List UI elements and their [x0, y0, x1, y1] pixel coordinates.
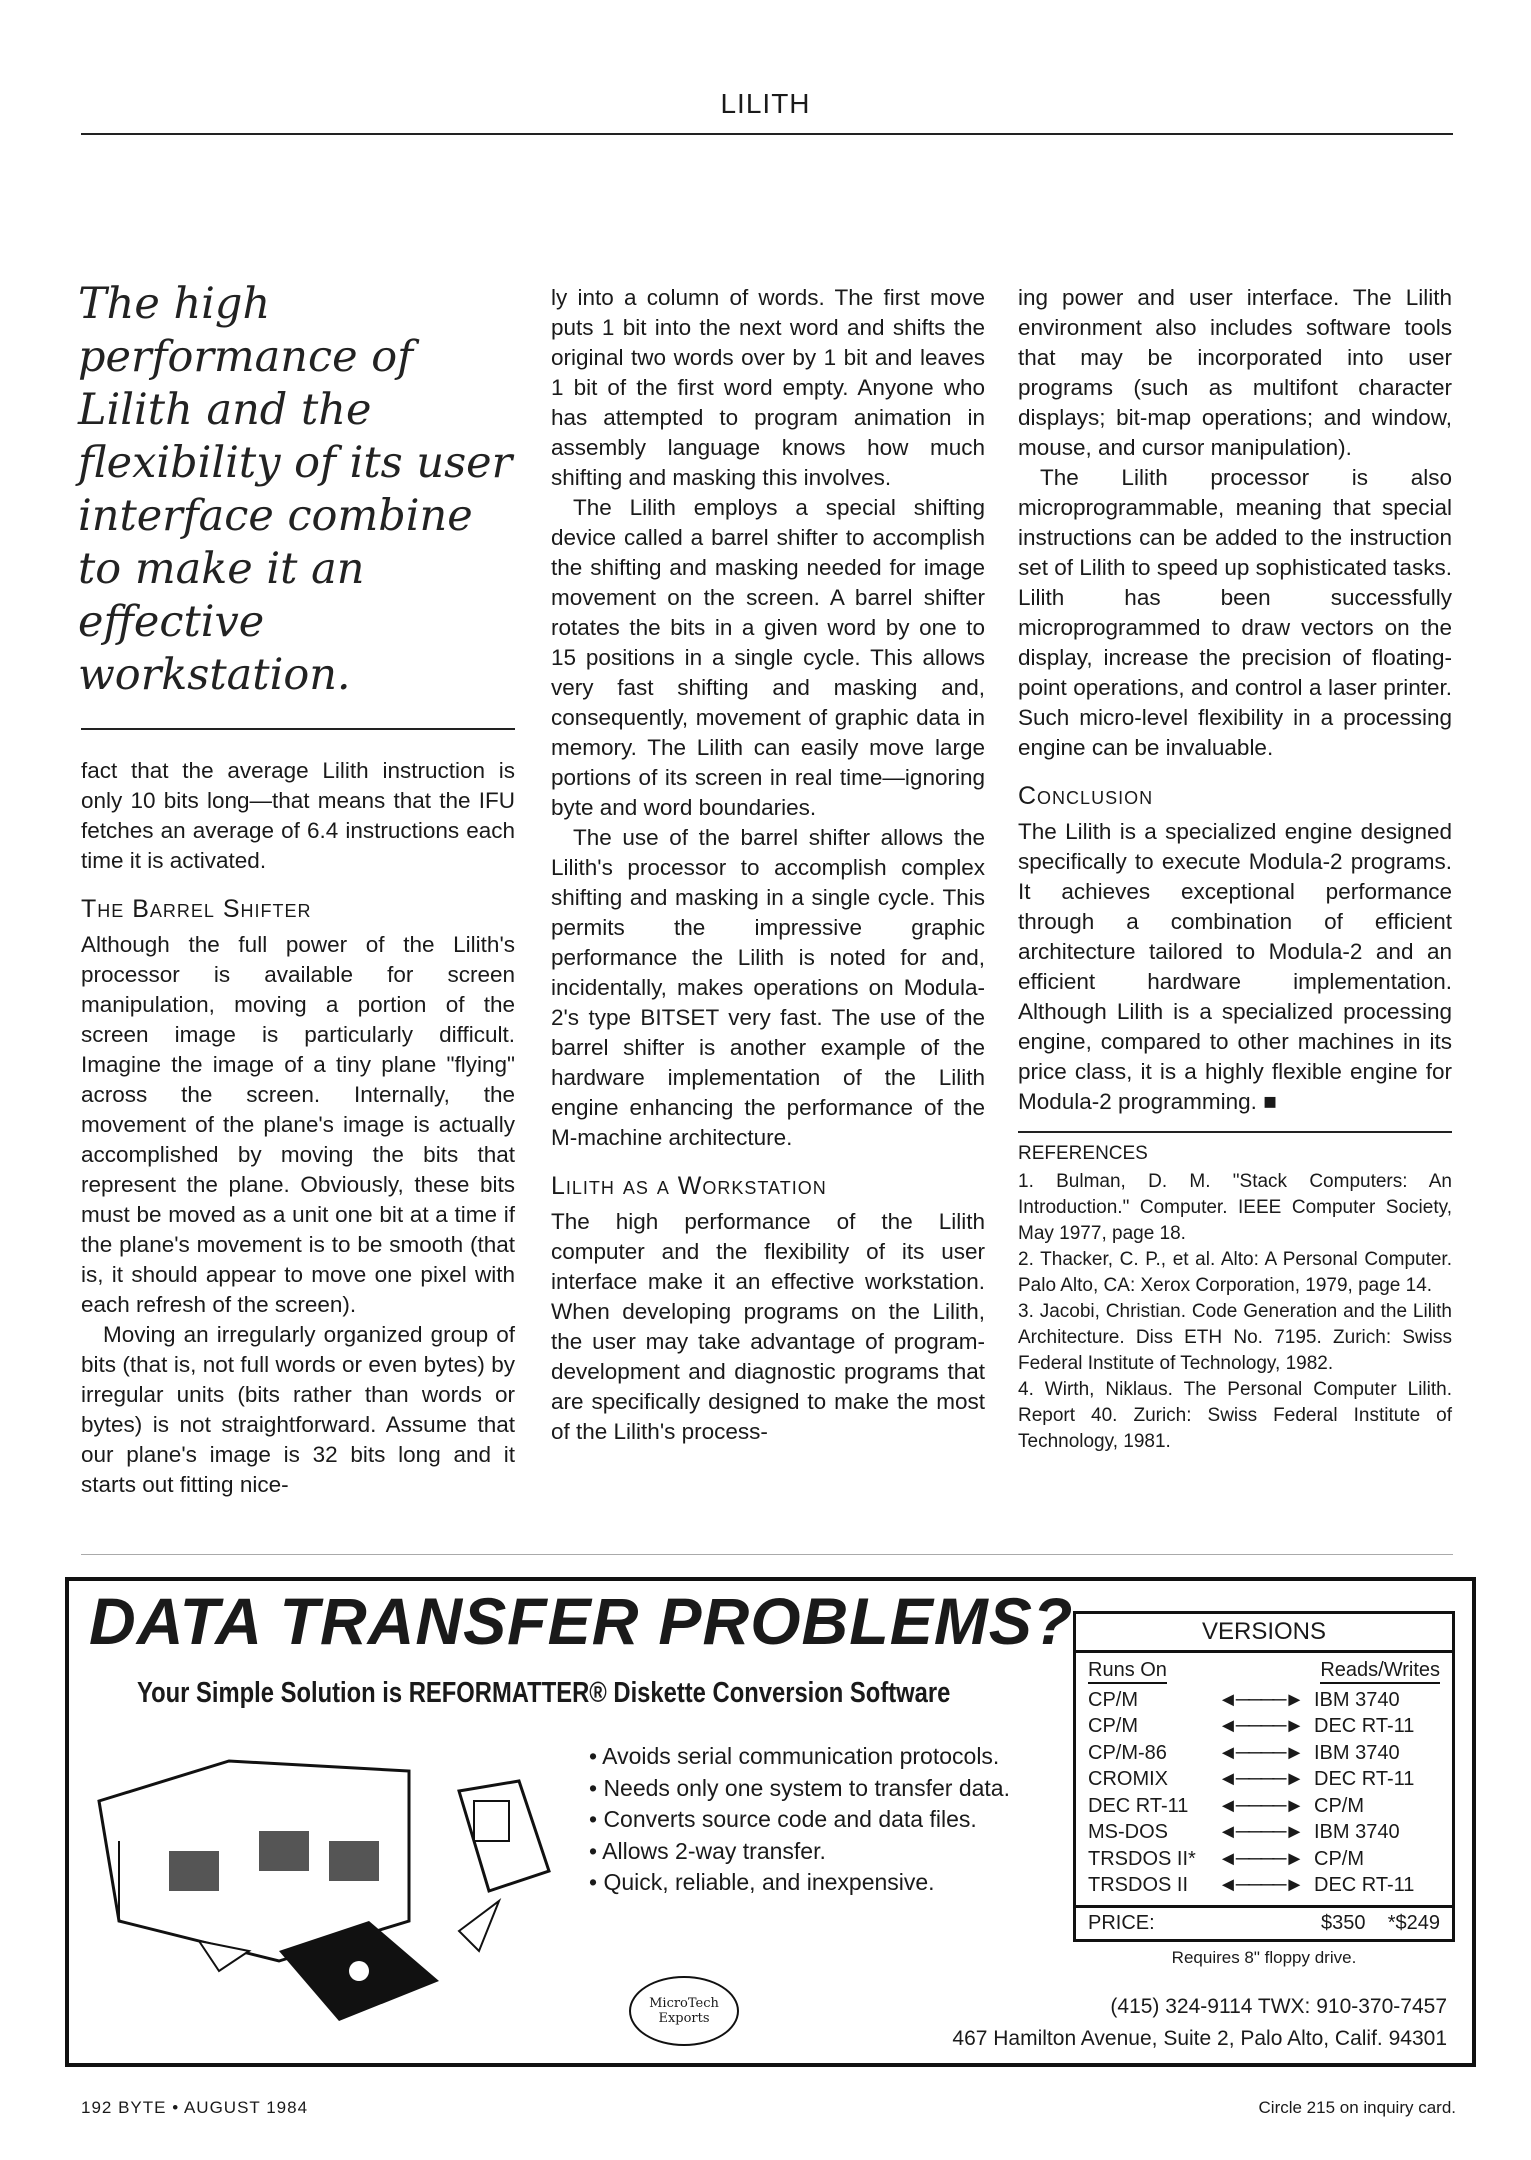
col-header-reads-writes: Reads/Writes	[1320, 1659, 1440, 1684]
reads-writes: CP/M	[1314, 1847, 1364, 1870]
ad-separator	[81, 1554, 1453, 1555]
pull-quote-rule	[81, 728, 515, 730]
bidirectional-arrow-icon: ◄────►	[1218, 1821, 1303, 1844]
section-heading: Conclusion	[1018, 782, 1154, 810]
microtech-logo: MicroTech Exports	[629, 1976, 739, 2046]
references	[1018, 1141, 1452, 1455]
feature-list	[589, 1741, 1010, 1899]
paragraph: The Lilith is a specialized engine designed specifically to execute Modula-2 programs. It achieves exceptional performance through a combination of efficient architecture tailored to Modula-2 and an efficient hardware implementation. Although Lilith is a specialized processing engine, compared to other machines in its price class, it is a highly flexible engine for Modula-2 programming. ■	[1018, 819, 1452, 1114]
version-row	[1088, 1873, 1440, 1900]
reference-item: 4. Wirth, Niklaus. The Personal Computer Lilith. Report 40. Zurich: Swiss Federal Institute of Technology, 1981.	[1018, 1379, 1452, 1452]
column-3	[1018, 283, 1452, 1455]
column-1	[81, 756, 515, 1500]
bidirectional-arrow-icon: ◄────►	[1218, 1688, 1303, 1711]
versions-title: VERSIONS	[1076, 1614, 1452, 1653]
pull-quote: The high performance of Lilith and the flexibility of its user interface combine to make it an effective workstation.	[78, 279, 513, 700]
paragraph: fact that the average Lilith instruction is only 10 bits long—that means that the IFU fetches an average of 6.4 instructions each time it is activated.	[81, 758, 515, 873]
paragraph: ing power and user interface. The Lilith environment also includes software tools that may be incorporated into user programs (such as multifont character displays; bit-map operations; and window, mouse, and cursor manipulation).	[1018, 285, 1452, 460]
paragraph: The Lilith employs a special shifting device called a barrel shifter to accomplish the shifting and masking needed for image movement on the screen. A barrel shifter rotates the bits in a given word by one to 15 positions in a single cycle. This allows very fast shifting and masking and, consequently, movement of graphic data in memory. The Lilith can easily move large portions of its screen in real time—ignoring byte and word boundaries.	[551, 495, 985, 820]
runs-on: TRSDOS II*	[1088, 1847, 1196, 1870]
header-rule	[81, 133, 1453, 135]
paragraph: ly into a column of words. The first move puts 1 bit into the next word and shifts the original two words over by 1 bit and leaves 1 bit of the first word empty. Anyone who has attempted to program animation in assembly language knows how much shifting and masking this involves.	[551, 285, 985, 490]
advertisement	[65, 1577, 1476, 2067]
version-row	[1088, 1820, 1440, 1847]
runs-on: CP/M	[1088, 1688, 1138, 1711]
references-heading: REFERENCES	[1018, 1143, 1148, 1164]
bidirectional-arrow-icon: ◄────►	[1218, 1874, 1303, 1897]
price-row	[1076, 1908, 1452, 1939]
bidirectional-arrow-icon: ◄────►	[1218, 1715, 1303, 1738]
reads-writes: IBM 3740	[1314, 1821, 1400, 1844]
bidirectional-arrow-icon: ◄────►	[1218, 1768, 1303, 1791]
section-heading: The Barrel Shifter	[81, 895, 312, 923]
computer-illustration	[79, 1721, 579, 2021]
runs-on: MS-DOS	[1088, 1821, 1168, 1844]
version-row	[1088, 1846, 1440, 1873]
reads-writes: DEC RT-11	[1314, 1874, 1415, 1897]
section-heading: Lilith as a Workstation	[551, 1172, 827, 1200]
reads-writes: DEC RT-11	[1314, 1768, 1415, 1791]
bidirectional-arrow-icon: ◄────►	[1218, 1741, 1303, 1764]
feature-item: • Avoids serial communication protocols.	[589, 1743, 1000, 1769]
reads-writes: CP/M	[1314, 1794, 1364, 1817]
ad-title: DATA TRANSFER PROBLEMS?	[89, 1584, 1074, 1658]
reference-item: 3. Jacobi, Christian. Code Generation and the Lilith Architecture. Diss ETH No. 7195. Zurich: Swiss Federal Institute of Technology, 1982.	[1018, 1301, 1452, 1374]
paragraph: Although the full power of the Lilith's processor is available for screen manipulation, moving a portion of the screen image is particularly difficult. Imagine the image of a tiny plane "flying" across the screen. Internally, the movement of the plane's image is actually accomplished by moving the bits that represent the plane. Obviously, these bits must be moved as a unit one bit at a time if the plane's movement is to be smooth (that is, it should appear to move one pixel with each refresh of the screen).	[81, 932, 515, 1317]
feature-item: • Allows 2-way transfer.	[589, 1837, 826, 1864]
paragraph: The Lilith processor is also microprogrammable, meaning that special instructions can be added to the instruction set of Lilith to speed up sophisticated tasks. Lilith has been successfully microprogrammed to draw vectors on the display, increase the precision of floating-point operations, and control a laser printer. Such micro-level flexibility in a processing engine can be invaluable.	[1018, 465, 1453, 760]
version-row	[1088, 1793, 1440, 1820]
footer-right: Circle 215 on inquiry card.	[1258, 2098, 1456, 2117]
col-header-runs-on: Runs On	[1088, 1659, 1167, 1684]
feature-item: • Needs only one system to transfer data.	[589, 1774, 1010, 1801]
feature-item: • Converts source code and data files.	[589, 1806, 977, 1832]
requirement-note: Requires 8" floppy drive.	[1171, 1948, 1357, 1967]
price: $350	[1320, 1912, 1366, 1934]
version-row	[1088, 1687, 1440, 1714]
runs-on: TRSDOS II	[1088, 1874, 1189, 1897]
phone-twx: (415) 324-9114 TWX: 910-370-7457	[1110, 1995, 1447, 2018]
bidirectional-arrow-icon: ◄────►	[1218, 1794, 1303, 1817]
reference-item: 2. Thacker, C. P., et al. Alto: A Personal Computer. Palo Alto, CA: Xerox Corporation, 1979, page 14.	[1018, 1249, 1452, 1296]
address: 467 Hamilton Avenue, Suite 2, Palo Alto, Calif. 94301	[952, 2027, 1447, 2050]
ad-subtitle: Your Simple Solution is REFORMATTER® Diskette Conversion Software	[137, 1677, 951, 1709]
versions-table	[1073, 1611, 1455, 1942]
version-row	[1088, 1714, 1440, 1741]
runs-on: CP/M	[1088, 1715, 1138, 1738]
references-rule	[1018, 1131, 1452, 1133]
reads-writes: DEC RT-11	[1314, 1715, 1415, 1738]
feature-item: • Quick, reliable, and inexpensive.	[589, 1869, 935, 1895]
runs-on: CROMIX	[1088, 1768, 1168, 1791]
price-label: PRICE:	[1088, 1912, 1155, 1934]
version-row	[1088, 1767, 1440, 1794]
paragraph: The use of the barrel shifter allows the Lilith's processor to accomplish complex shifting and masking in a single cycle. This permits the impressive graphic performance the Lilith is noted for and, incidentally, makes operations on Modula-2's type BITSET very fast. The use of the barrel shifter is another example of the hardware implementation of the Lilith engine enhancing the performance of the M-machine architecture.	[551, 825, 985, 1150]
running-header: LILITH	[720, 88, 811, 119]
runs-on: CP/M-86	[1088, 1741, 1167, 1764]
paragraph: Moving an irregularly organized group of bits (that is, not full words or even bytes) by irregular units (bits rather than words or bytes) is not straightforward. Assume that our plane's image is 32 bits long and it starts out fitting nice-	[81, 1322, 515, 1497]
column-2	[551, 283, 985, 1447]
bidirectional-arrow-icon: ◄────►	[1218, 1847, 1303, 1870]
footer-left: 192 BYTE • AUGUST 1984	[81, 2098, 309, 2117]
reads-writes: IBM 3740	[1314, 1688, 1400, 1711]
reads-writes: IBM 3740	[1314, 1741, 1400, 1764]
paragraph: The high performance of the Lilith computer and the flexibility of its user interface make it an effective workstation. When developing programs on the Lilith, the user may take advantage of program-development and diagnostic programs that are specifically designed to make the most of the Lilith's process-	[551, 1209, 985, 1444]
price-alt: *$249	[1387, 1912, 1440, 1934]
runs-on: DEC RT-11	[1088, 1794, 1189, 1817]
reference-item: 1. Bulman, D. M. "Stack Computers: An Introduction." Computer. IEEE Computer Society, May 1977, page 18.	[1018, 1171, 1452, 1244]
version-row	[1088, 1740, 1440, 1767]
